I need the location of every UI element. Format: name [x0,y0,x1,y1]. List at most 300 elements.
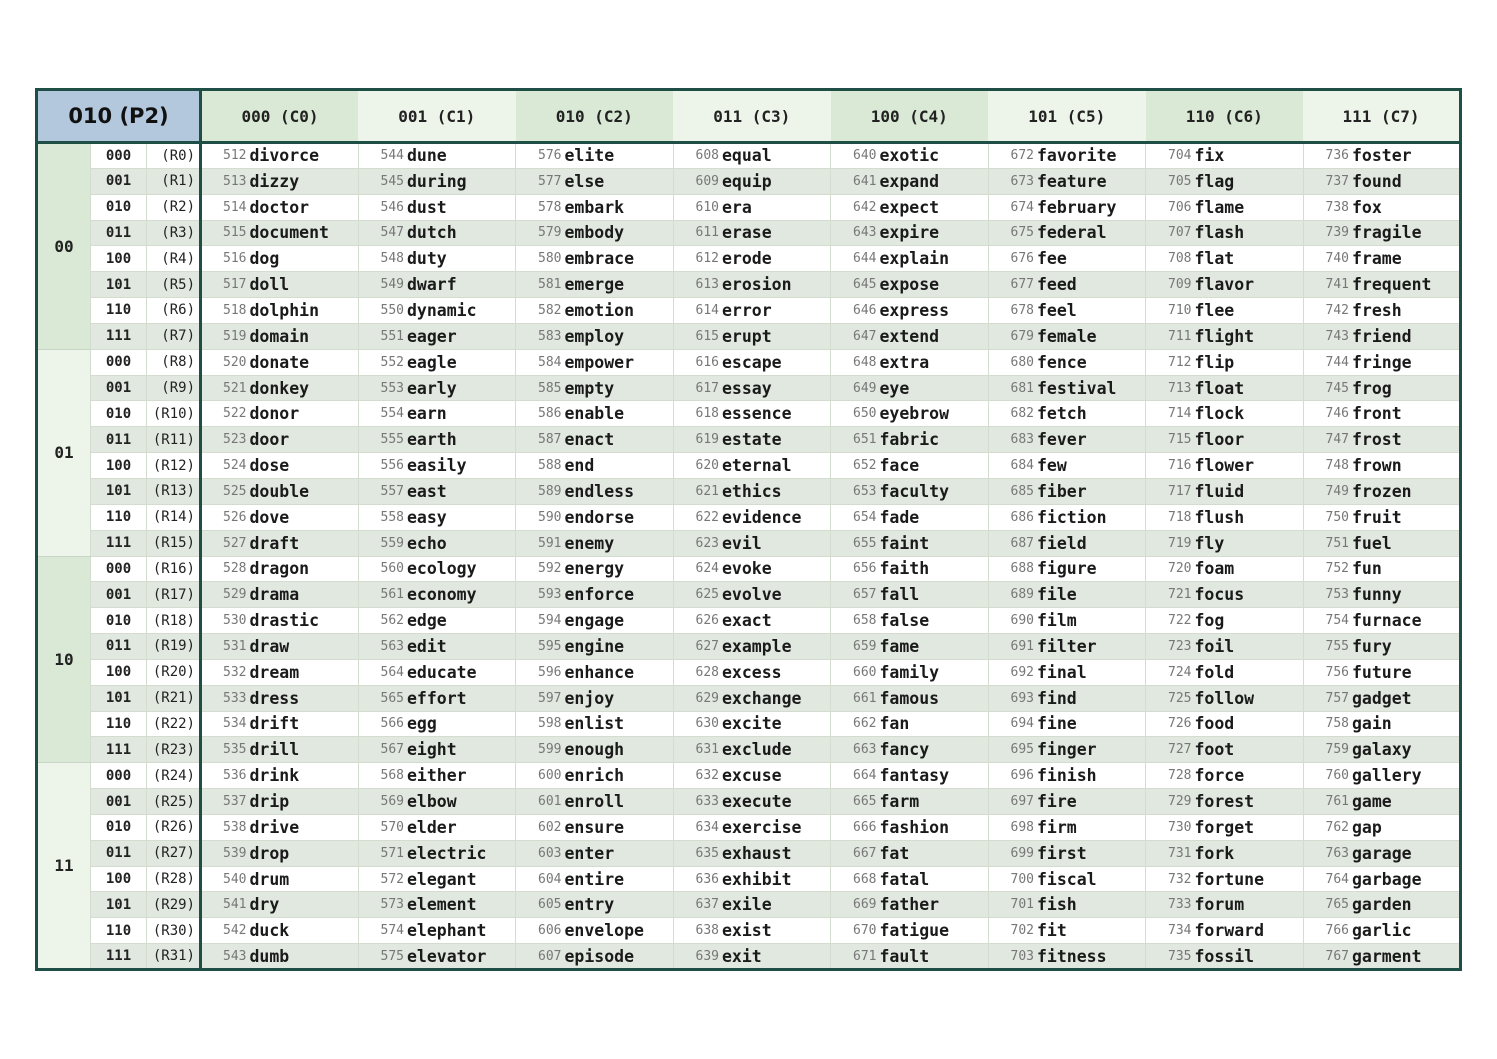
word-index: 544 [358,143,406,169]
row-bits: 001 [91,582,147,608]
word-index: 690 [988,608,1036,634]
word-index: 654 [831,504,879,530]
row-bits: 001 [91,789,147,815]
word-cell: exist [721,918,831,944]
word-index: 692 [988,659,1036,685]
word-cell: fragile [1351,220,1461,246]
column-header: 000 (C0) [201,90,359,143]
word-cell: draft [249,530,359,556]
word-index: 647 [831,323,879,349]
word-index: 735 [1146,944,1194,970]
table-row [37,866,1461,892]
row-bits: 111 [91,944,147,970]
word-index: 528 [201,556,249,582]
row-bits: 110 [91,918,147,944]
word-index: 615 [673,323,721,349]
word-cell: fence [1036,349,1146,375]
word-cell: famous [879,685,989,711]
word-cell: expect [879,194,989,220]
word-cell: gain [1351,711,1461,737]
word-index: 569 [358,789,406,815]
word-cell: fossil [1194,944,1304,970]
word-index: 693 [988,685,1036,711]
word-cell: elegant [406,866,516,892]
word-index: 712 [1146,349,1194,375]
word-index: 606 [516,918,564,944]
word-cell: flat [1194,246,1304,272]
row-bits: 110 [91,711,147,737]
word-index: 520 [201,349,249,375]
word-cell: garlic [1351,918,1461,944]
word-index: 713 [1146,375,1194,401]
row-id: (R9) [147,375,201,401]
word-cell: follow [1194,685,1304,711]
word-cell: game [1351,789,1461,815]
word-cell: ensure [564,814,674,840]
word-cell: erode [721,246,831,272]
word-cell: elder [406,814,516,840]
word-cell: fatal [879,866,989,892]
table-row [37,944,1461,970]
word-index: 554 [358,401,406,427]
word-index: 515 [201,220,249,246]
table-row [37,685,1461,711]
word-index: 593 [516,582,564,608]
row-bits: 100 [91,866,147,892]
word-index: 667 [831,840,879,866]
word-cell: dove [249,504,359,530]
word-cell: ecology [406,556,516,582]
row-id: (R6) [147,298,201,324]
word-cell: engine [564,634,674,660]
word-index: 662 [831,711,879,737]
word-index: 684 [988,453,1036,479]
word-index: 519 [201,323,249,349]
word-cell: embark [564,194,674,220]
word-cell: endless [564,478,674,504]
word-index: 537 [201,789,249,815]
word-cell: exchange [721,685,831,711]
word-cell: duty [406,246,516,272]
word-cell: eagle [406,349,516,375]
word-index: 679 [988,323,1036,349]
word-cell: flush [1194,504,1304,530]
row-id: (R15) [147,530,201,556]
word-cell: feed [1036,272,1146,298]
word-index: 685 [988,478,1036,504]
word-cell: endorse [564,504,674,530]
word-index: 734 [1146,918,1194,944]
column-header: 111 (C7) [1303,90,1461,143]
word-index: 630 [673,711,721,737]
word-index: 676 [988,246,1036,272]
word-index: 575 [358,944,406,970]
word-cell: during [406,168,516,194]
word-index: 552 [358,349,406,375]
row-bits: 011 [91,427,147,453]
word-cell: front [1351,401,1461,427]
header-row [37,90,1461,143]
row-id: (R7) [147,323,201,349]
word-cell: enroll [564,789,674,815]
word-index: 564 [358,659,406,685]
row-bits: 110 [91,298,147,324]
word-index: 672 [988,143,1036,169]
word-index: 717 [1146,478,1194,504]
row-bits: 010 [91,401,147,427]
row-bits: 010 [91,194,147,220]
word-index: 598 [516,711,564,737]
word-index: 694 [988,711,1036,737]
word-cell: erase [721,220,831,246]
word-cell: enhance [564,659,674,685]
word-index: 625 [673,582,721,608]
row-bits: 101 [91,478,147,504]
word-cell: fish [1036,892,1146,918]
word-index: 677 [988,272,1036,298]
word-index: 590 [516,504,564,530]
word-cell: face [879,453,989,479]
word-cell: example [721,634,831,660]
word-cell: field [1036,530,1146,556]
word-index: 644 [831,246,879,272]
word-index: 580 [516,246,564,272]
word-cell: fuel [1351,530,1461,556]
word-index: 763 [1303,840,1351,866]
word-cell: fly [1194,530,1304,556]
word-index: 605 [516,892,564,918]
word-cell: fortune [1194,866,1304,892]
word-index: 752 [1303,556,1351,582]
word-index: 566 [358,711,406,737]
word-index: 727 [1146,737,1194,763]
word-cell: empty [564,375,674,401]
word-cell: drama [249,582,359,608]
row-group-label: 11 [37,763,91,970]
word-index: 673 [988,168,1036,194]
word-cell: father [879,892,989,918]
word-cell: galaxy [1351,737,1461,763]
word-cell: ethics [721,478,831,504]
row-bits: 010 [91,608,147,634]
word-index: 555 [358,427,406,453]
word-index: 649 [831,375,879,401]
word-index: 526 [201,504,249,530]
word-index: 532 [201,659,249,685]
table-row [37,143,1461,169]
word-index: 652 [831,453,879,479]
word-index: 635 [673,840,721,866]
table-row [37,168,1461,194]
word-cell: frog [1351,375,1461,401]
word-cell: fit [1036,918,1146,944]
word-index: 522 [201,401,249,427]
word-index: 624 [673,556,721,582]
table-row [37,763,1461,789]
word-cell: drill [249,737,359,763]
word-cell: flash [1194,220,1304,246]
row-id: (R28) [147,866,201,892]
word-index: 600 [516,763,564,789]
word-cell: evolve [721,582,831,608]
word-cell: fancy [879,737,989,763]
word-cell: fold [1194,659,1304,685]
row-id: (R22) [147,711,201,737]
word-index: 751 [1303,530,1351,556]
word-index: 531 [201,634,249,660]
word-index: 572 [358,866,406,892]
word-index: 525 [201,478,249,504]
word-index: 573 [358,892,406,918]
word-index: 540 [201,866,249,892]
table-row [37,323,1461,349]
word-index: 646 [831,298,879,324]
word-index: 534 [201,711,249,737]
word-cell: film [1036,608,1146,634]
word-index: 729 [1146,789,1194,815]
word-cell: gadget [1351,685,1461,711]
word-cell: embrace [564,246,674,272]
word-index: 577 [516,168,564,194]
word-cell: found [1351,168,1461,194]
word-cell: fox [1351,194,1461,220]
word-index: 686 [988,504,1036,530]
word-cell: flavor [1194,272,1304,298]
word-cell: elevator [406,944,516,970]
word-index: 645 [831,272,879,298]
word-cell: enter [564,840,674,866]
word-index: 527 [201,530,249,556]
word-index: 716 [1146,453,1194,479]
row-id: (R8) [147,349,201,375]
word-cell: file [1036,582,1146,608]
word-cell: focus [1194,582,1304,608]
word-cell: flame [1194,194,1304,220]
word-index: 579 [516,220,564,246]
word-cell: find [1036,685,1146,711]
word-cell: foster [1351,143,1461,169]
word-index: 538 [201,814,249,840]
row-group-label: 01 [37,349,91,556]
word-cell: force [1194,763,1304,789]
word-cell: domain [249,323,359,349]
word-index: 553 [358,375,406,401]
row-bits: 011 [91,840,147,866]
row-id: (R29) [147,892,201,918]
table-row [37,401,1461,427]
word-cell: fringe [1351,349,1461,375]
word-cell: fame [879,634,989,660]
word-index: 641 [831,168,879,194]
word-cell: flower [1194,453,1304,479]
word-cell: expose [879,272,989,298]
word-cell: fluid [1194,478,1304,504]
row-id: (R16) [147,556,201,582]
word-index: 701 [988,892,1036,918]
word-cell: dust [406,194,516,220]
row-bits: 111 [91,737,147,763]
word-cell: exhaust [721,840,831,866]
row-group-label: 10 [37,556,91,763]
word-cell: economy [406,582,516,608]
word-cell: fatigue [879,918,989,944]
column-header: 100 (C4) [831,90,989,143]
word-index: 612 [673,246,721,272]
word-cell: enjoy [564,685,674,711]
word-index: 632 [673,763,721,789]
row-id: (R27) [147,840,201,866]
column-header: 010 (C2) [516,90,674,143]
column-header: 011 (C3) [673,90,831,143]
word-cell: forum [1194,892,1304,918]
word-cell: farm [879,789,989,815]
word-index: 762 [1303,814,1351,840]
word-index: 539 [201,840,249,866]
row-id: (R2) [147,194,201,220]
word-index: 663 [831,737,879,763]
table-row [37,918,1461,944]
row-bits: 100 [91,659,147,685]
word-index: 611 [673,220,721,246]
word-index: 709 [1146,272,1194,298]
word-index: 567 [358,737,406,763]
word-cell: fiction [1036,504,1146,530]
word-cell: fabric [879,427,989,453]
word-cell: false [879,608,989,634]
word-cell: electric [406,840,516,866]
word-cell: finger [1036,737,1146,763]
word-cell: educate [406,659,516,685]
word-cell: divorce [249,143,359,169]
word-index: 704 [1146,143,1194,169]
word-cell: exit [721,944,831,970]
word-cell: faculty [879,478,989,504]
word-index: 722 [1146,608,1194,634]
word-cell: east [406,478,516,504]
word-cell: exotic [879,143,989,169]
word-index: 669 [831,892,879,918]
word-index: 536 [201,763,249,789]
word-index: 687 [988,530,1036,556]
word-cell: float [1194,375,1304,401]
word-index: 591 [516,530,564,556]
row-id: (R18) [147,608,201,634]
word-index: 562 [358,608,406,634]
word-index: 623 [673,530,721,556]
word-cell: expand [879,168,989,194]
word-index: 710 [1146,298,1194,324]
word-cell: donkey [249,375,359,401]
word-cell: first [1036,840,1146,866]
word-cell: era [721,194,831,220]
row-id: (R11) [147,427,201,453]
word-cell: fine [1036,711,1146,737]
word-cell: exact [721,608,831,634]
word-cell: effort [406,685,516,711]
word-cell: future [1351,659,1461,685]
word-index: 599 [516,737,564,763]
word-cell: exhibit [721,866,831,892]
word-cell: flee [1194,298,1304,324]
word-index: 760 [1303,763,1351,789]
word-index: 517 [201,272,249,298]
table-row [37,375,1461,401]
word-index: 576 [516,143,564,169]
word-cell: flock [1194,401,1304,427]
word-index: 658 [831,608,879,634]
word-cell: easily [406,453,516,479]
word-cell: earn [406,401,516,427]
word-index: 748 [1303,453,1351,479]
word-index: 568 [358,763,406,789]
word-grid-table [35,88,1462,971]
word-cell: draw [249,634,359,660]
word-cell: drop [249,840,359,866]
word-index: 743 [1303,323,1351,349]
word-index: 621 [673,478,721,504]
word-index: 708 [1146,246,1194,272]
word-index: 604 [516,866,564,892]
word-index: 578 [516,194,564,220]
word-index: 661 [831,685,879,711]
row-id: (R12) [147,453,201,479]
word-index: 761 [1303,789,1351,815]
word-cell: food [1194,711,1304,737]
word-index: 742 [1303,298,1351,324]
word-cell: fruit [1351,504,1461,530]
word-cell: firm [1036,814,1146,840]
word-cell: floor [1194,427,1304,453]
word-cell: fantasy [879,763,989,789]
word-index: 583 [516,323,564,349]
word-cell: female [1036,323,1146,349]
word-cell: dizzy [249,168,359,194]
word-cell: frown [1351,453,1461,479]
table-row [37,246,1461,272]
word-index: 634 [673,814,721,840]
word-index: 674 [988,194,1036,220]
word-cell: foot [1194,737,1304,763]
word-cell: explain [879,246,989,272]
word-cell: garbage [1351,866,1461,892]
table-row [37,892,1461,918]
word-index: 529 [201,582,249,608]
word-index: 638 [673,918,721,944]
word-cell: frozen [1351,478,1461,504]
word-cell: dune [406,143,516,169]
word-cell: excite [721,711,831,737]
word-index: 698 [988,814,1036,840]
word-index: 524 [201,453,249,479]
row-id: (R25) [147,789,201,815]
word-cell: fall [879,582,989,608]
word-cell: employ [564,323,674,349]
word-cell: exercise [721,814,831,840]
word-cell: double [249,478,359,504]
word-index: 550 [358,298,406,324]
table-row [37,194,1461,220]
word-cell: fury [1351,634,1461,660]
table-row [37,298,1461,324]
word-index: 765 [1303,892,1351,918]
row-bits: 111 [91,530,147,556]
word-index: 700 [988,866,1036,892]
word-index: 759 [1303,737,1351,763]
word-cell: exile [721,892,831,918]
word-index: 736 [1303,143,1351,169]
word-index: 523 [201,427,249,453]
word-index: 670 [831,918,879,944]
